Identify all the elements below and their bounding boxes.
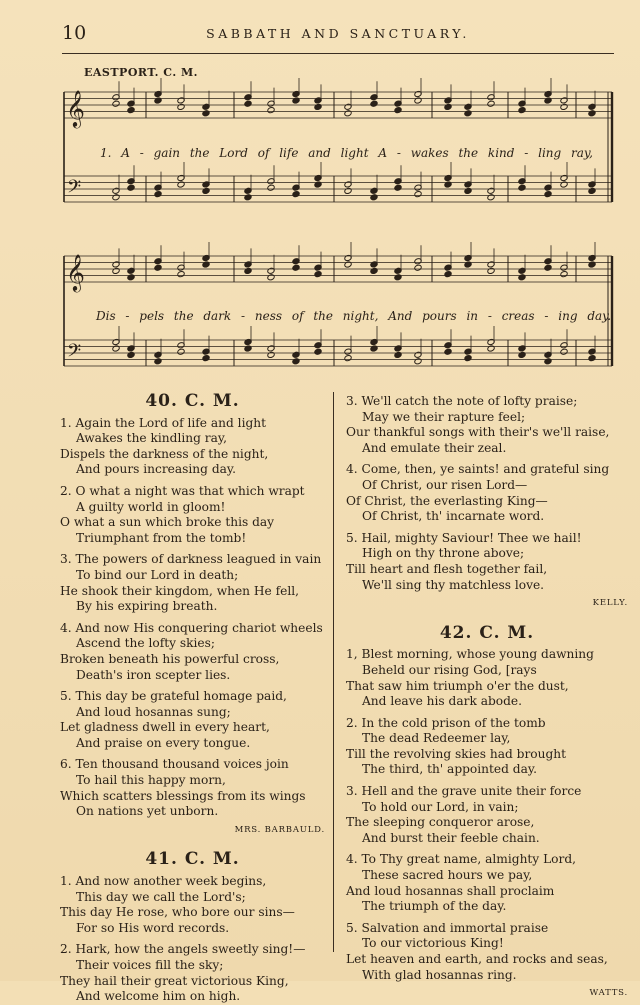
stanza-line: Let gladness dwell in every heart, bbox=[60, 720, 270, 735]
stanza-line: For so His word records. bbox=[76, 920, 230, 935]
stanza-line: Beheld our rising God, [rays bbox=[362, 662, 537, 677]
stanza-line: And emulate their zeal. bbox=[362, 440, 507, 455]
note bbox=[244, 267, 252, 274]
stanza bbox=[60, 552, 325, 614]
note bbox=[314, 348, 322, 355]
hymn-42 bbox=[346, 622, 628, 1002]
hymn-author: KELLY. bbox=[592, 598, 628, 609]
note bbox=[127, 274, 135, 281]
running-title: SABBATH AND SANCTUARY. bbox=[206, 26, 470, 41]
stanza-line: 1. And now another week begins, bbox=[60, 874, 267, 889]
note bbox=[344, 110, 352, 117]
note bbox=[588, 187, 596, 194]
note bbox=[154, 358, 162, 365]
note bbox=[292, 191, 300, 198]
stanza-line: 3. We'll catch the note of lofty praise; bbox=[346, 394, 578, 408]
note bbox=[344, 261, 352, 268]
svg-text:𝄞: 𝄞 bbox=[66, 253, 85, 291]
note bbox=[267, 184, 275, 191]
stanza-line: And loud hosannas shall proclaim bbox=[346, 883, 555, 898]
stanza bbox=[60, 416, 325, 478]
stanza bbox=[60, 621, 325, 683]
note bbox=[560, 103, 568, 110]
stanza-line: Of Christ, the everlasting King— bbox=[346, 493, 548, 508]
svg-text:𝄢: 𝄢 bbox=[67, 341, 82, 366]
stanza bbox=[346, 531, 628, 593]
note bbox=[314, 271, 322, 278]
stanza-line: Dispels the darkness of the night, bbox=[60, 446, 269, 461]
svg-text:𝄞: 𝄞 bbox=[66, 89, 85, 127]
note bbox=[344, 355, 352, 362]
stanza-line: The sleeping conqueror arose, bbox=[346, 815, 535, 830]
note bbox=[244, 194, 252, 201]
stanza-line: Till the revolving skies had brought bbox=[346, 746, 567, 761]
note bbox=[244, 100, 252, 107]
note bbox=[267, 274, 275, 281]
music-score bbox=[56, 78, 622, 398]
note bbox=[370, 345, 378, 352]
note bbox=[202, 355, 210, 362]
note bbox=[112, 345, 120, 352]
stanza-line: This day we call the Lord's; bbox=[76, 889, 246, 904]
stanza-line: The third, th' appointed day. bbox=[362, 762, 538, 777]
stanza-line: On nations yet unborn. bbox=[76, 804, 219, 819]
stanza-line: High on thy throne above; bbox=[362, 546, 525, 561]
hymn-number: 40. C. M. bbox=[145, 391, 240, 411]
page-number: 10 bbox=[62, 22, 87, 44]
note bbox=[487, 100, 495, 107]
stanza-line: 5. This day be grateful homage paid, bbox=[60, 689, 287, 704]
note bbox=[464, 187, 472, 194]
note bbox=[202, 261, 210, 268]
stanza-line: They hail their great victorious King, bbox=[60, 973, 289, 988]
stanza-line: The triumph of the day. bbox=[362, 899, 507, 914]
note bbox=[394, 351, 402, 358]
note bbox=[588, 355, 596, 362]
note bbox=[177, 348, 185, 355]
lyrics-line-1: 1. A - gain the Lord of life and light A - wakes the kind - ling ray, bbox=[100, 146, 593, 160]
stanza-line: This day He rose, who bore our sins— bbox=[60, 905, 295, 920]
stanza-line: Awakes the kindling ray, bbox=[76, 431, 227, 446]
note bbox=[487, 267, 495, 274]
stanza-line: 2. O what a night was that which wrapt bbox=[60, 483, 305, 498]
note bbox=[588, 261, 596, 268]
stanza-line: 4. Come, then, ye saints! and grateful sing bbox=[346, 462, 610, 477]
note bbox=[544, 264, 552, 271]
stanza-line: A guilty world in gloom! bbox=[76, 499, 226, 514]
right-column bbox=[346, 394, 628, 1002]
note bbox=[560, 181, 568, 188]
stanza-line: To hail this happy morn, bbox=[76, 773, 226, 788]
note bbox=[112, 194, 120, 201]
note bbox=[267, 351, 275, 358]
note bbox=[444, 181, 452, 188]
left-column bbox=[60, 391, 325, 1005]
stanza-line: To bind our Lord in death; bbox=[76, 567, 239, 582]
note bbox=[127, 107, 135, 114]
note bbox=[202, 187, 210, 194]
note bbox=[202, 110, 210, 117]
stanza bbox=[60, 942, 325, 1004]
stanza-line: 1. Again the Lord of life and light bbox=[60, 415, 267, 430]
stanza bbox=[60, 689, 325, 751]
stanza-line: 2. Hark, how the angels sweetly sing!— bbox=[60, 942, 306, 957]
note bbox=[518, 351, 526, 358]
note bbox=[444, 103, 452, 110]
hymn-number: 41. C. M. bbox=[145, 849, 240, 870]
note bbox=[394, 274, 402, 281]
stanza bbox=[346, 852, 628, 914]
column-divider bbox=[333, 392, 334, 952]
hymn-41 bbox=[60, 849, 325, 1004]
hymn-author: MRS. BARBAULD. bbox=[234, 824, 325, 835]
note bbox=[560, 348, 568, 355]
note bbox=[370, 267, 378, 274]
stanza-line: And welcome him on high. bbox=[76, 989, 241, 1004]
note bbox=[414, 358, 422, 365]
hymn-41-continued bbox=[346, 394, 628, 612]
lyrics-line-2: Dis - pels the dark - ness of the night, And pours in - creas - ing day. bbox=[96, 309, 612, 323]
stanza-line: We'll sing thy matchless love. bbox=[362, 577, 545, 592]
note bbox=[394, 184, 402, 191]
stanza-line: And loud hosannas sung; bbox=[76, 704, 231, 719]
note bbox=[487, 194, 495, 201]
note bbox=[370, 100, 378, 107]
stanza-line: Which scatters blessings from its wings bbox=[60, 788, 306, 803]
music-system-1 bbox=[64, 78, 612, 202]
stanza-line: Of Christ, our risen Lord— bbox=[362, 477, 528, 492]
stanza-line: By his expiring breath. bbox=[76, 599, 218, 614]
stanza-line: 3. Hell and the grave unite their force bbox=[346, 784, 582, 799]
stanza-line: 6. Ten thousand thousand voices join bbox=[60, 757, 289, 772]
note bbox=[414, 97, 422, 104]
stanza bbox=[60, 874, 325, 936]
stanza-line: 3. The powers of darkness leagued in vain bbox=[60, 552, 322, 567]
note bbox=[560, 271, 568, 278]
hymn-number: 42. C. M. bbox=[439, 622, 535, 643]
stanza-line: He shook their kingdom, when He fell, bbox=[60, 583, 300, 598]
stanza bbox=[346, 462, 628, 524]
stanza bbox=[346, 921, 628, 983]
note bbox=[464, 355, 472, 362]
stanza bbox=[346, 716, 628, 778]
stanza-line: That saw him triumph o'er the dust, bbox=[346, 678, 569, 693]
note bbox=[444, 271, 452, 278]
header-rule bbox=[62, 53, 614, 54]
stanza-line: O what a sun which broke this day bbox=[60, 515, 275, 530]
note bbox=[414, 191, 422, 198]
note bbox=[127, 184, 135, 191]
note bbox=[267, 107, 275, 114]
note bbox=[544, 97, 552, 104]
stanza-line: And leave his dark abode. bbox=[362, 694, 522, 709]
note bbox=[314, 181, 322, 188]
stanza bbox=[346, 647, 628, 709]
stanza-line: 4. And now His conquering chariot wheels bbox=[60, 620, 323, 635]
music-system-2 bbox=[64, 242, 612, 366]
note bbox=[127, 351, 135, 358]
note bbox=[487, 345, 495, 352]
svg-text:𝄢: 𝄢 bbox=[67, 177, 82, 202]
stanza-line: To hold our Lord, in vain; bbox=[362, 799, 519, 814]
stanza-line: And burst their feeble chain. bbox=[362, 830, 540, 845]
stanza bbox=[60, 484, 325, 546]
note bbox=[292, 97, 300, 104]
note bbox=[414, 264, 422, 271]
note bbox=[292, 358, 300, 365]
stanza-line: Ascend the lofty skies; bbox=[76, 636, 215, 651]
stanza-line: 5. Salvation and immortal praise bbox=[346, 920, 549, 935]
note bbox=[112, 267, 120, 274]
stanza-line: Death's iron scepter lies. bbox=[76, 667, 231, 682]
note bbox=[177, 181, 185, 188]
note bbox=[544, 358, 552, 365]
note bbox=[518, 274, 526, 281]
stanza-line: And praise on every tongue. bbox=[76, 735, 251, 750]
note bbox=[244, 345, 252, 352]
note bbox=[112, 100, 120, 107]
note bbox=[177, 271, 185, 278]
note bbox=[292, 264, 300, 271]
stanza-line: 4. To Thy great name, almighty Lord, bbox=[346, 852, 577, 867]
note bbox=[314, 103, 322, 110]
stanza bbox=[346, 784, 628, 846]
note bbox=[544, 191, 552, 198]
stanza-line: Let heaven and earth, and rocks and seas, bbox=[346, 952, 608, 966]
stanza-line: To our victorious King! bbox=[362, 936, 504, 951]
stanza-line: The dead Redeemer lay, bbox=[362, 731, 511, 746]
note bbox=[464, 110, 472, 117]
stanza-line: Their voices fill the sky; bbox=[76, 958, 224, 972]
note bbox=[154, 191, 162, 198]
stanza-line: 2. In the cold prison of the tomb bbox=[346, 715, 546, 730]
stanza-line: Our thankful songs with their's we'll raise, bbox=[346, 425, 610, 440]
note bbox=[154, 264, 162, 271]
note bbox=[444, 348, 452, 355]
stanza-line: And pours increasing day. bbox=[76, 462, 237, 477]
note bbox=[344, 187, 352, 194]
stanza-line: These sacred hours we pay, bbox=[362, 868, 533, 883]
note bbox=[518, 184, 526, 191]
stanza bbox=[346, 394, 628, 456]
stanza-line: Broken beneath his powerful cross, bbox=[60, 651, 280, 666]
note bbox=[588, 110, 596, 117]
page-header bbox=[62, 22, 614, 52]
stanza-line: 5. Hail, mighty Saviour! Thee we hail! bbox=[346, 530, 582, 545]
stanza-line: Of Christ, th' incarnate word. bbox=[362, 509, 545, 524]
tune-name: EASTPORT. C. M. bbox=[84, 66, 199, 79]
note bbox=[370, 194, 378, 201]
stanza-line: With glad hosannas ring. bbox=[362, 967, 517, 982]
hymn-author: WATTS. bbox=[589, 988, 628, 999]
note bbox=[518, 107, 526, 114]
stanza-line: May we their rapture feel; bbox=[362, 409, 526, 424]
stanza bbox=[60, 757, 325, 819]
note bbox=[177, 103, 185, 110]
hymn-40 bbox=[60, 391, 325, 838]
note bbox=[154, 97, 162, 104]
note bbox=[394, 107, 402, 114]
stanza-line: Till heart and flesh together fail, bbox=[346, 561, 548, 576]
note bbox=[464, 261, 472, 268]
stanza-line: Triumphant from the tomb! bbox=[76, 530, 247, 545]
stanza-line: 1, Blest morning, whose young dawning bbox=[346, 647, 594, 662]
